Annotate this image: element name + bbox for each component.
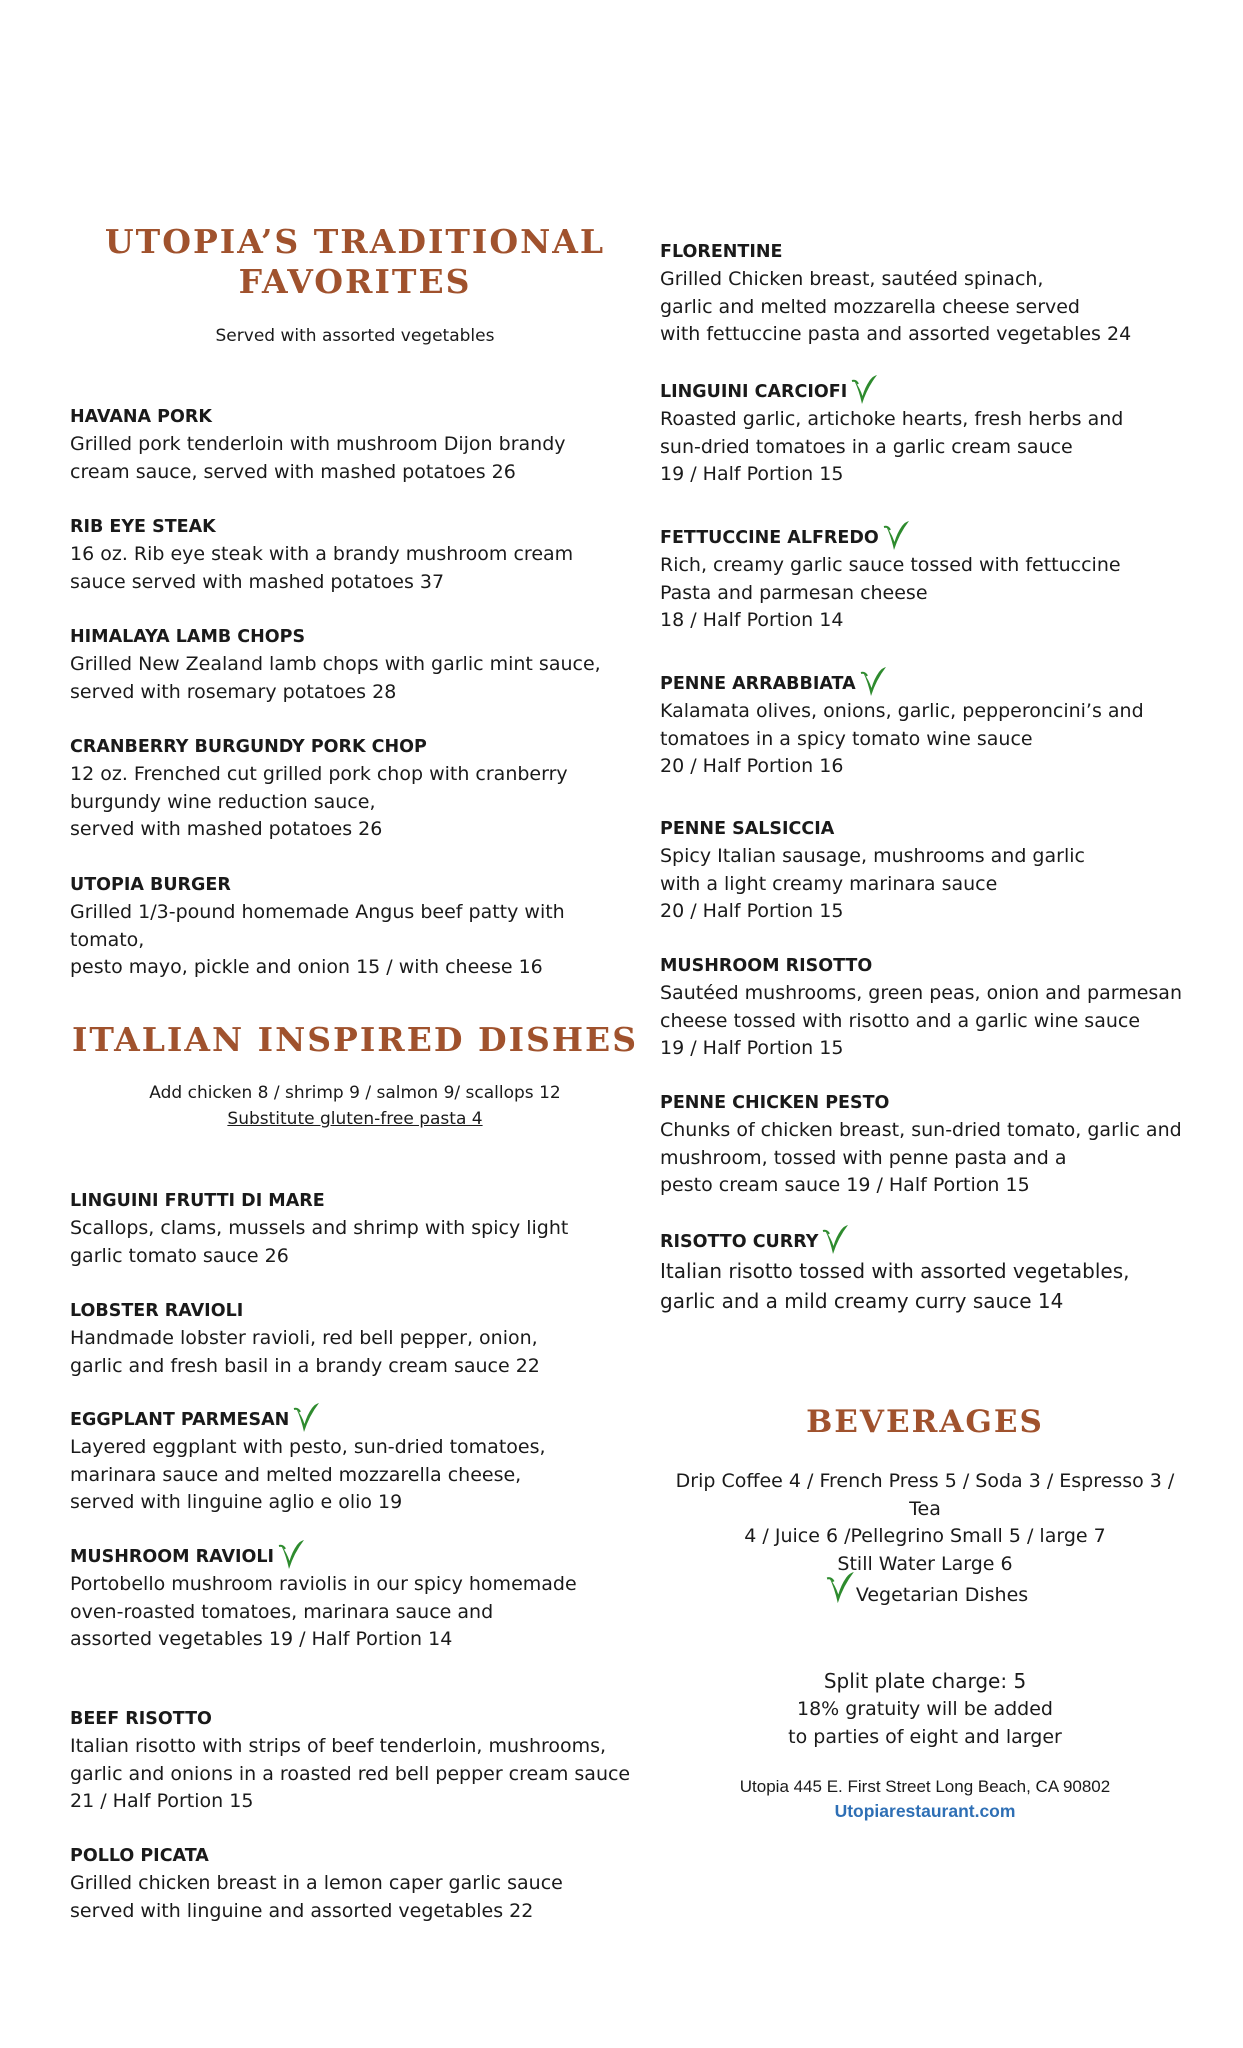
item-description: Grilled pork tenderloin with mushroom Dijon brandy cream sauce, served with mashed potatoes 26 bbox=[70, 433, 566, 483]
item-name: PENNE SALSICCIA bbox=[660, 819, 835, 839]
item-description: Scallops, clams, mussels and shrimp with spicy light garlic tomato sauce 26 bbox=[70, 1217, 569, 1267]
item-name: BEEF RISOTTO bbox=[70, 1709, 212, 1729]
item-name: UTOPIA BURGER bbox=[70, 875, 231, 895]
menu-item bbox=[70, 734, 640, 844]
item-name-row bbox=[70, 1400, 640, 1434]
item-name: LINGUINI CARCIOFI bbox=[660, 382, 848, 402]
menu-item bbox=[660, 1090, 1190, 1200]
gluten-free-note: Substitute gluten-free pasta 4 bbox=[227, 1109, 483, 1129]
item-name: EGGPLANT PARMESAN bbox=[70, 1410, 290, 1430]
menu-item bbox=[660, 953, 1190, 1063]
item-name: RIB EYE STEAK bbox=[70, 517, 216, 537]
item-name-row bbox=[660, 372, 1190, 406]
vegetarian-v-icon bbox=[860, 664, 888, 698]
item-name-row bbox=[660, 1222, 1190, 1256]
item-name-row bbox=[660, 664, 1190, 698]
item-description: Sautéed mushrooms, green peas, onion and parmesan cheese tossed with risotto and a garlic wine sauce 19 / Half Portion 15 bbox=[660, 982, 1182, 1059]
item-name: MUSHROOM RAVIOLI bbox=[70, 1547, 275, 1567]
vegetarian-v-icon bbox=[883, 518, 911, 552]
menu-item bbox=[70, 1537, 640, 1654]
legend-label: Vegetarian Dishes bbox=[855, 1584, 1029, 1606]
menu-item bbox=[70, 1400, 640, 1517]
item-name: LOBSTER RAVIOLI bbox=[70, 1301, 244, 1321]
item-description: Portobello mushroom raviolis in our spicy homemade oven-roasted tomatoes, marinara sauce and assorted vegetables 19 / Half Portion 14 bbox=[70, 1573, 577, 1650]
item-description: 16 oz. Rib eye steak with a brandy mushroom cream sauce served with mashed potatoes 37 bbox=[70, 543, 574, 593]
item-name: HAVANA PORK bbox=[70, 407, 212, 427]
vegetarian-v-icon bbox=[278, 1537, 306, 1571]
menu-item bbox=[660, 372, 1190, 489]
menu-item bbox=[70, 404, 640, 486]
traditional-title: UTOPIA’S TRADITIONAL FAVORITES bbox=[104, 222, 606, 301]
item-description: Roasted garlic, artichoke hearts, fresh herbs and sun-dried tomatoes in a garlic cream sauce 19 / Half Portion 15 bbox=[660, 408, 1124, 485]
item-name: MUSHROOM RISOTTO bbox=[660, 956, 873, 976]
item-description: Italian risotto tossed with assorted vegetables, garlic and a mild creamy curry sauce 14 bbox=[660, 1259, 1130, 1313]
menu-item bbox=[660, 518, 1190, 635]
item-name: FETTUCCINE ALFREDO bbox=[660, 528, 879, 548]
vegetarian-v-icon bbox=[293, 1400, 321, 1434]
item-name: CRANBERRY BURGUNDY PORK CHOP bbox=[70, 737, 427, 757]
item-name: PENNE CHICKEN PESTO bbox=[660, 1093, 890, 1113]
address: Utopia 445 E. First Street Long Beach, CA 90802 bbox=[739, 1777, 1111, 1796]
menu-item bbox=[660, 816, 1190, 926]
item-name: RISOTTO CURRY bbox=[660, 1232, 819, 1252]
vegetarian-legend bbox=[660, 1568, 1190, 1606]
website-link[interactable]: Utopiarestaurant.com bbox=[834, 1801, 1016, 1821]
beverages-list: Drip Coffee 4 / French Press 5 / Soda 3 / Espresso 3 / Tea 4 / Juice 6 /Pellegrino Small 5 / large 7 Still Water Large 6 bbox=[675, 1470, 1175, 1575]
item-description: Grilled Chicken breast, sautéed spinach, garlic and melted mozzarella cheese served with fettuccine pasta and assorted vegetables 24 bbox=[660, 268, 1132, 345]
item-description: Spicy Italian sausage, mushrooms and garlic with a light creamy marinara sauce 20 / Half Portion 15 bbox=[660, 845, 1085, 922]
menu-item bbox=[660, 664, 1190, 781]
vegetarian-v-icon bbox=[826, 1568, 856, 1606]
item-name: POLLO PICATA bbox=[70, 1846, 209, 1866]
item-description: 12 oz. Frenched cut grilled pork chop with cranberry burgundy wine reduction sauce, served with mashed potatoes 26 bbox=[70, 763, 568, 840]
italian-title: ITALIAN INSPIRED DISHES bbox=[71, 1020, 639, 1059]
item-name: FLORENTINE bbox=[660, 242, 783, 262]
menu-item bbox=[70, 1843, 640, 1925]
split-plate-charge: Split plate charge: 5 bbox=[823, 1669, 1027, 1693]
traditional-note: Served with assorted vegetables bbox=[215, 326, 495, 346]
menu-item bbox=[70, 514, 640, 596]
item-description: Kalamata olives, onions, garlic, pepperoncini’s and tomatoes in a spicy tomato wine sauce 20 / Half Portion 16 bbox=[660, 700, 1144, 777]
menu-item bbox=[70, 1298, 640, 1380]
item-description: Grilled New Zealand lamb chops with garlic mint sauce, served with rosemary potatoes 28 bbox=[70, 653, 601, 703]
menu-item bbox=[660, 1222, 1190, 1316]
item-description: Handmade lobster ravioli, red bell pepper, onion, garlic and fresh basil in a brandy cream sauce 22 bbox=[70, 1327, 540, 1377]
item-name: LINGUINI FRUTTI DI MARE bbox=[70, 1191, 325, 1211]
item-name: HIMALAYA LAMB CHOPS bbox=[70, 627, 306, 647]
menu-item bbox=[660, 239, 1190, 349]
vegetarian-v-icon bbox=[822, 1222, 850, 1256]
beverages-title: BEVERAGES bbox=[806, 1404, 1044, 1440]
gratuity-note: 18% gratuity will be added to parties of eight and larger bbox=[788, 1698, 1062, 1748]
item-name-row bbox=[660, 518, 1190, 552]
menu-item bbox=[70, 1188, 640, 1270]
menu-item bbox=[70, 1706, 640, 1816]
vegetarian-v-icon bbox=[851, 372, 879, 406]
italian-note: Add chicken 8 / shrimp 9 / salmon 9/ scallops 12 bbox=[149, 1083, 561, 1103]
item-description: Chunks of chicken breast, sun-dried tomato, garlic and mushroom, tossed with penne pasta and a pesto cream sauce 19 / Half Portion 15 bbox=[660, 1119, 1182, 1196]
item-description: Layered eggplant with pesto, sun-dried tomatoes, marinara sauce and melted mozzarella cheese, served with linguine aglio e olio 19 bbox=[70, 1436, 546, 1513]
menu-item bbox=[70, 624, 640, 706]
item-name-row bbox=[70, 1537, 640, 1571]
item-name: PENNE ARRABBIATA bbox=[660, 674, 856, 694]
item-description: Grilled chicken breast in a lemon caper garlic sauce served with linguine and assorted vegetables 22 bbox=[70, 1872, 563, 1922]
item-description: Rich, creamy garlic sauce tossed with fettuccine Pasta and parmesan cheese 18 / Half Portion 14 bbox=[660, 554, 1121, 631]
item-description: Italian risotto with strips of beef tenderloin, mushrooms, garlic and onions in a roasted red bell pepper cream sauce 21 / Half Portion 15 bbox=[70, 1735, 631, 1812]
menu-item bbox=[70, 872, 640, 982]
item-description: Grilled 1/3-pound homemade Angus beef patty with tomato, pesto mayo, pickle and onion 15 / with cheese 16 bbox=[70, 901, 565, 978]
